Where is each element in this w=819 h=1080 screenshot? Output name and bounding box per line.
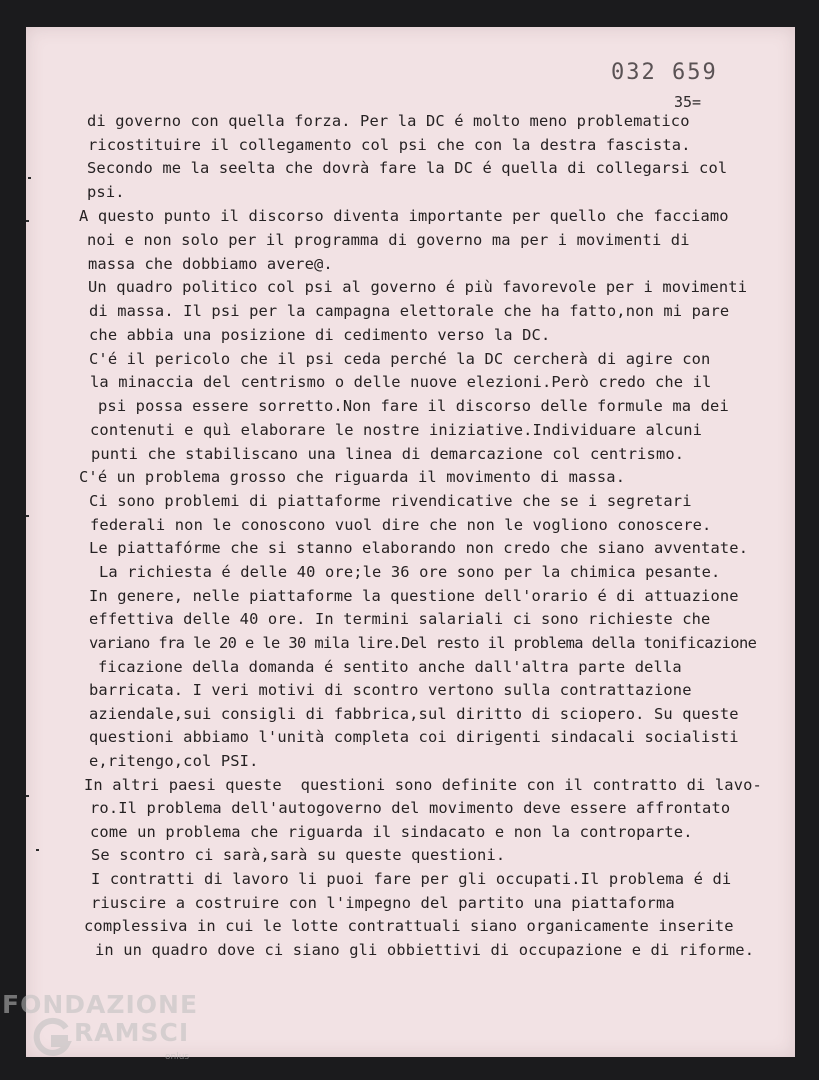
text-line: di massa. Il psi per la campagna elettorale che ha fatto,non mi pare [89, 302, 730, 320]
text-line: complessiva in cui le lotte contrattuali siano organicamente inserite [84, 917, 734, 935]
typed-text-body [26, 27, 795, 1057]
text-line: variano fra le 20 e le 30 mila lire.Del resto il problema della tonificazione [89, 634, 757, 652]
fondazione-gramsci-watermark [0, 980, 260, 1080]
text-line: come un problema che riguarda il sindacato e non la controparte. [90, 823, 693, 841]
text-line: I contratti di lavoro li puoi fare per gli occupati.Il problema é di [91, 870, 732, 888]
text-line: noi e non solo per il programma di governo ma per i movimenti di [87, 231, 690, 249]
text-line: Secondo me la seelta che dovrà fare la DC é quella di collegarsi col [87, 159, 728, 177]
text-line: riuscire a costruire con l'impegno del partito una piattaforma [91, 894, 675, 912]
margin-mark [28, 177, 31, 179]
text-line: psi possa essere sorretto.Non fare il discorso delle formule ma dei [98, 397, 729, 415]
text-line: massa che dobbiamo avere@. [88, 255, 333, 273]
margin-mark [26, 795, 29, 797]
text-line: La richiesta é delle 40 ore;le 36 ore sono per la chimica pesante. [99, 563, 721, 581]
text-line: contenuti e quì elaborare le nostre iniziative.Individuare alcuni [90, 421, 703, 439]
text-line: che abbia una posizione di cedimento verso la DC. [89, 326, 551, 344]
page-number: 35= [674, 93, 702, 111]
text-line: ro.Il problema dell'autogoverno del movimento deve essere affrontato [90, 799, 731, 817]
watermark-line2: RAMSCI [74, 1018, 190, 1047]
text-line: in un quadro dove ci siano gli obbiettivi di occupazione e di riforme. [95, 941, 755, 959]
text-line: Un quadro politico col psi al governo é più favorevole per i movimenti [88, 278, 748, 296]
text-line: ficazione della domanda é sentito anche dall'altra parte della [98, 658, 682, 676]
margin-mark [36, 849, 39, 851]
text-line: federali non le conoscono vuol dire che non le vogliono conoscere. [90, 516, 712, 534]
text-line: C'é un problema grosso che riguarda il movimento di massa. [79, 468, 626, 486]
text-line: In altri paesi queste questioni sono definite con il contratto di lavo- [84, 776, 762, 794]
text-line: di governo con quella forza. Per la DC é molto meno problematico [87, 112, 690, 130]
text-line: questioni abbiamo l'unità completa coi dirigenti sindacali socialisti [89, 728, 739, 746]
document-page [26, 27, 795, 1057]
text-line: A questo punto il discorso diventa importante per quello che facciamo [79, 207, 729, 225]
text-line: Le piattafórme che si stanno elaborando non credo che siano avventate. [89, 539, 749, 557]
margin-mark [26, 515, 29, 517]
text-line: e,ritengo,col PSI. [89, 752, 259, 770]
archive-number: 032 659 [611, 60, 718, 85]
gramsci-g-logo-icon [30, 1016, 72, 1058]
text-line: Ci sono problemi di piattaforme rivendicative che se i segretari [89, 492, 692, 510]
watermark-line1: FONDAZIONE [2, 990, 199, 1019]
text-line: C'é il pericolo che il psi ceda perché la DC cercherà di agire con [89, 350, 711, 368]
text-line: psi. [87, 183, 125, 201]
text-line: In genere, nelle piattaforme la questione dell'orario é di attuazione [89, 587, 739, 605]
text-line: Se scontro ci sarà,sarà su queste questioni. [91, 846, 506, 864]
watermark-onlus: onlus [165, 1052, 190, 1062]
text-line: barricata. I veri motivi di scontro vertono sulla contrattazione [89, 681, 692, 699]
text-line: effettiva delle 40 ore. In termini salariali ci sono richieste che [89, 610, 711, 628]
text-line: punti che stabiliscano una linea di demarcazione col centrismo. [91, 445, 685, 463]
text-line: la minaccia del centrismo o delle nuove elezioni.Però credo che il [90, 373, 712, 391]
text-line: ricostituire il collegamento col psi che con la destra fascista. [88, 136, 691, 154]
margin-mark [26, 220, 29, 222]
text-line: aziendale,sui consigli di fabbrica,sul diritto di sciopero. Su queste [89, 705, 739, 723]
